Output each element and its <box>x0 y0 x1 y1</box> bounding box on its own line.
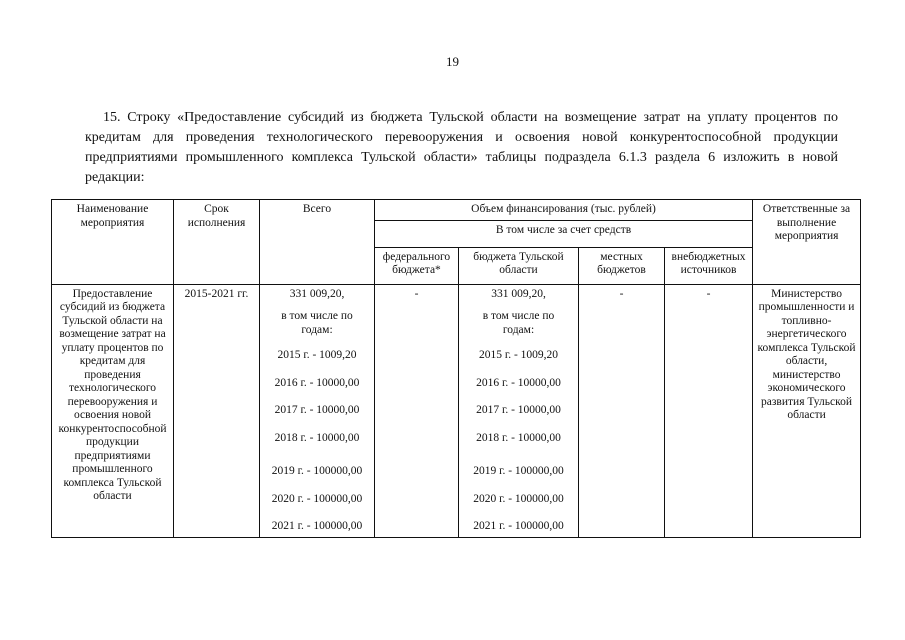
total-year-2019: 2019 г. - 100000,00 <box>271 465 363 477</box>
header-including: В том числе за счет средств <box>375 220 753 247</box>
row-name: Предоставление субсидий из бюджета Тульской области на возмещение затрат на уплату процентов по кредитам для проведения технологического перевооружения и освоения новой конкурентоспособной продукции предприятиями промышленного комплекса Тульской области <box>52 284 174 537</box>
header-responsible: Ответственные за выполнение мероприятия <box>753 200 861 285</box>
row-extrabudget: - <box>665 284 753 537</box>
header-term: Срок исполнения <box>174 200 260 285</box>
regional-including-label: в том числе по годам: <box>482 310 555 336</box>
row-responsible: Министерство промышленности и топливно-энергетического комплекса Тульской области, министерство экономического развития Тульской области <box>753 284 861 537</box>
header-extrabudget: внебюджетных источников <box>665 247 753 284</box>
header-name: Наименование мероприятия <box>52 200 174 285</box>
row-term: 2015-2021 гг. <box>174 284 260 537</box>
row-regional <box>459 284 579 537</box>
total-year-2017: 2017 г. - 10000,00 <box>274 404 360 416</box>
regional-year-2018: 2018 г. - 10000,00 <box>476 431 561 444</box>
intro-paragraph: 15. Строку «Предоставление субсидий из бюджета Тульской области на возмещение затрат на уплату процентов по кредитам для проведения технологического перевооружения и освоения новой конкурентоспособной продукции предприятиями промышленного комплекса Тульской области» таблицы подраздела 6.1.3 раздела 6 изложить в новой редакции: <box>85 110 838 185</box>
regional-year-2021: 2021 г. - 100000,00 <box>473 520 564 532</box>
total-year-2018: 2018 г. - 10000,00 <box>274 431 360 444</box>
regional-sum: 331 009,20, <box>491 287 546 300</box>
table-row <box>52 284 861 537</box>
total-including-label: в том числе по годам: <box>281 310 353 336</box>
row-local: - <box>579 284 665 537</box>
regional-year-2020: 2020 г. - 100000,00 <box>473 492 564 505</box>
header-local: местных бюджетов <box>579 247 665 284</box>
header-regional: бюджета Тульской области <box>459 247 579 284</box>
funding-table <box>51 199 861 538</box>
regional-year-2016: 2016 г. - 10000,00 <box>476 376 561 389</box>
total-year-2015: 2015 г. - 1009,20 <box>277 349 357 361</box>
intro-paragraph-block <box>85 108 838 188</box>
total-year-2021: 2021 г. - 100000,00 <box>271 520 363 532</box>
total-year-2016: 2016 г. - 10000,00 <box>274 376 360 389</box>
header-total: Всего <box>260 200 375 285</box>
row-federal: - <box>375 284 459 537</box>
row-total <box>260 284 375 537</box>
header-federal: федерального бюджета* <box>375 247 459 284</box>
total-sum: 331 009,20, <box>289 287 345 300</box>
regional-year-2019: 2019 г. - 100000,00 <box>473 465 564 477</box>
header-funding: Объем финансирования (тыс. рублей) <box>375 200 753 221</box>
regional-year-2017: 2017 г. - 10000,00 <box>476 404 561 416</box>
total-year-2020: 2020 г. - 100000,00 <box>271 492 363 505</box>
regional-year-2015: 2015 г. - 1009,20 <box>478 349 559 361</box>
page-number: 19 <box>446 54 459 69</box>
